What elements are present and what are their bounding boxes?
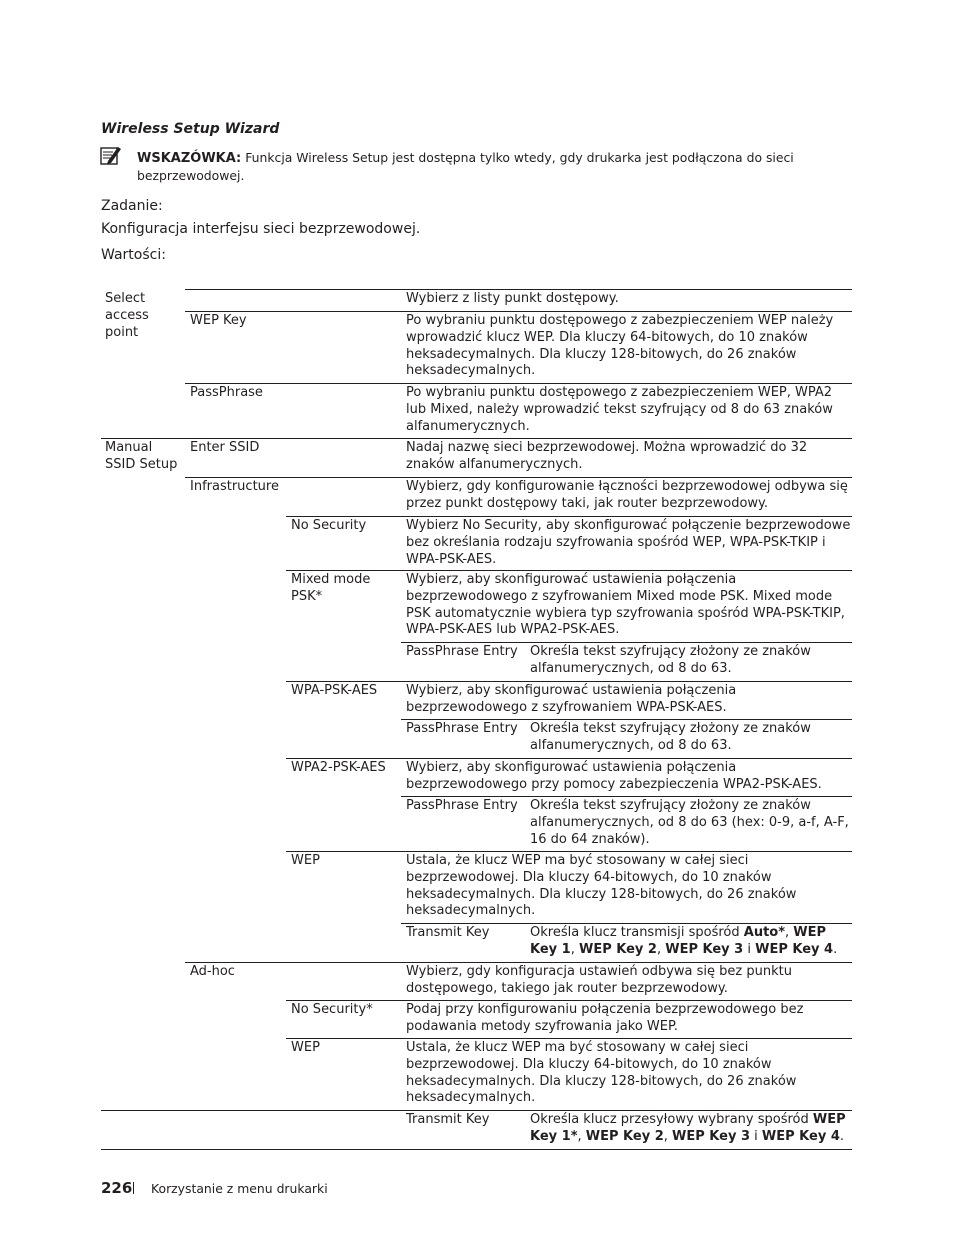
rule (401, 642, 852, 643)
section-title: Wireless Setup Wizard (101, 121, 280, 137)
tk-wep-key-2: WEP Key 2 (578, 941, 657, 957)
rule (401, 796, 852, 797)
row-label-passphrase-entry-2: PassPhrase Entry (406, 721, 518, 736)
footer-text: Korzystanie z menu drukarki (151, 1181, 328, 1196)
row-label-wep-2: WEP (291, 1040, 320, 1055)
note-box (137, 149, 837, 184)
rule (101, 438, 852, 439)
tk-wep-key-1: WEP Key 1 (530, 925, 827, 957)
desc-adhoc: Wybierz, gdy konfiguracja ustawień odbywa się bez punktu dostępowego, takiego jak router bezprzewodowy. (406, 964, 792, 996)
transmit-key-text: Określa klucz transmisji spośród (530, 925, 740, 940)
desc-no-security: Wybierz No Security, aby skonfigurować połączenie bezprzewodowe bez określania rodzaju szyfrowania spośród WEP, WPA-PSK-TKIP i WPA-PSK-AES. (406, 518, 851, 567)
note-text: Funkcja Wireless Setup jest dostępna tylko wtedy, gdy drukarka jest podłączona do sieci bezprzewodowej. (137, 150, 794, 183)
row-label-transmit-key-1: Transmit Key (406, 925, 490, 940)
row-label-mixed-mode: Mixed mode PSK* (291, 572, 371, 604)
row-label-passphrase: PassPhrase (190, 385, 263, 400)
row-label-no-security: No Security (291, 518, 367, 533)
desc-wpa2-psk-aes: Wybierz, aby skonfigurować ustawienia połączenia bezprzewodowego przy pomocy zabezpieczenia WPA2-PSK-AES. (406, 760, 822, 792)
tk-wep-key-2: WEP Key 2 (585, 1128, 664, 1144)
pencil-note-icon (100, 145, 122, 165)
desc-mixed-mode: Wybierz, aby skonfigurować ustawienia połączenia bezprzewodowego z szyfrowaniem Mixed mode PSK. Mixed mode PSK automatycznie wybiera typ szyfrowania spośród WPA-PSK-TKIP, WPA-PSK-AES lub WPA2-PSK-AES. (406, 572, 845, 638)
row-label-manual-ssid: Manual SSID Setup (105, 440, 178, 472)
rule (185, 383, 852, 384)
row-label-no-security-star: No Security* (291, 1002, 373, 1017)
row-label-passphrase-entry-1: PassPhrase Entry (406, 644, 518, 659)
rule (286, 681, 852, 682)
rule (286, 1038, 852, 1039)
rule (101, 1110, 852, 1111)
desc-wep: Ustala, że klucz WEP ma być stosowany w całej sieci bezprzewodowej. Dla kluczy 64-bitowych, do 10 znaków heksadecymalnych. Dla kluczy 128-bitowych, do 26 znaków heksadecymalnych. (406, 853, 797, 919)
desc-infrastructure: Wybierz, gdy konfigurowanie łączności bezprzewodowej odbywa się przez punkt dostępowy taki, jak router bezprzewodowy. (406, 479, 848, 511)
rule (401, 923, 852, 924)
page-number: 226 (101, 1179, 133, 1197)
desc-enter-ssid: Nadaj nazwę sieci bezprzewodowej. Można wprowadzić do 32 znaków alfanumerycznych. (406, 440, 808, 472)
rule (185, 962, 852, 963)
tk-wep-key-3: WEP Key 3 (672, 1128, 751, 1144)
row-label-infrastructure: Infrastructure (190, 479, 279, 494)
desc-passphrase-entry-3: Określa tekst szyfrujący złożony ze znaków alfanumerycznych, od 8 do 63 (hex: 0-9, a-f, A-F, 16 do 64 znaków). (530, 798, 849, 847)
row-label-wpa-psk-aes: WPA-PSK-AES (291, 683, 378, 698)
row-label-adhoc: Ad-hoc (190, 964, 235, 979)
desc-no-security-star: Podaj przy konfigurowaniu połączenia bezprzewodowego bez podawania metody szyfrowania jako WEP. (406, 1002, 804, 1034)
tk-wep-key-4: WEP Key 4 (755, 941, 834, 957)
rule (401, 719, 852, 720)
desc-wep-key: Po wybraniu punktu dostępowego z zabezpieczeniem WEP należy wprowadzić klucz WEP. Dla kluczy 64-bitowych, do 10 znaków heksadecymalnych. Dla kluczy 128-bitowych, do 26 znaków heksadecymalnych. (406, 313, 834, 379)
tk-wep-key-1: WEP Key 1* (530, 1112, 846, 1144)
rule (185, 311, 852, 312)
tk-wep-key-3: WEP Key 3 (665, 941, 744, 957)
rule (286, 851, 852, 852)
desc-wep-2: Ustala, że klucz WEP ma być stosowany w całej sieci bezprzewodowej. Dla kluczy 64-bitowych, do 10 znaków heksadecymalnych. Dla kluczy 128-bitowych, do 26 znaków heksadecymalnych. (406, 1040, 797, 1106)
row-label-enter-ssid: Enter SSID (190, 440, 260, 455)
row-label-passphrase-entry-3: PassPhrase Entry (406, 798, 518, 813)
task-label: Zadanie: (101, 198, 163, 214)
rule (286, 758, 852, 759)
desc-transmit-key-2: Określa klucz przesyłowy wybrany spośród WEP Key 1*, WEP Key 2, WEP Key 3 i WEP Key 4. (530, 1112, 846, 1144)
desc-passphrase-entry-2: Określa tekst szyfrujący złożony ze znaków alfanumerycznych, od 8 do 63. (530, 721, 811, 753)
desc-passphrase: Po wybraniu punktu dostępowego z zabezpieczeniem WEP, WPA2 lub Mixed, należy wprowadzić tekst szyfrujący od 8 do 63 znaków alfanumerycznych. (406, 385, 833, 434)
rule (286, 516, 852, 517)
tk-auto: Auto* (743, 925, 786, 940)
desc-passphrase-entry-1: Określa tekst szyfrujący złożony ze znaków alfanumerycznych, od 8 do 63. (530, 644, 811, 676)
footer-divider (133, 1182, 134, 1194)
note-label: WSKAZÓWKA: (137, 151, 242, 166)
row-label-select-access-point: Select access point (105, 291, 149, 340)
row-label-wep-key: WEP Key (190, 313, 247, 328)
values-label: Wartości: (101, 247, 166, 263)
desc-select-access-point: Wybierz z listy punkt dostępowy. (406, 291, 619, 306)
desc-transmit-key-1: Określa klucz transmisji spośród Auto*, WEP Key 1, WEP Key 2, WEP Key 3 i WEP Key 4. (530, 925, 838, 957)
row-label-wep: WEP (291, 853, 320, 868)
rule (286, 1000, 852, 1001)
row-label-transmit-key-2: Transmit Key (406, 1112, 490, 1127)
task-text: Konfiguracja interfejsu sieci bezprzewodowej. (101, 221, 421, 237)
rule (185, 289, 852, 290)
transmit-key-text: Określa klucz przesyłowy wybrany spośród (530, 1112, 809, 1127)
rule (185, 477, 852, 478)
tk-wep-key-4: WEP Key 4 (761, 1128, 840, 1144)
rule (101, 1149, 852, 1150)
rule (286, 570, 852, 571)
desc-wpa-psk-aes: Wybierz, aby skonfigurować ustawienia połączenia bezprzewodowego z szyfrowaniem WPA-PSK-AES. (406, 683, 737, 715)
row-label-wpa2-psk-aes: WPA2-PSK-AES (291, 760, 386, 775)
